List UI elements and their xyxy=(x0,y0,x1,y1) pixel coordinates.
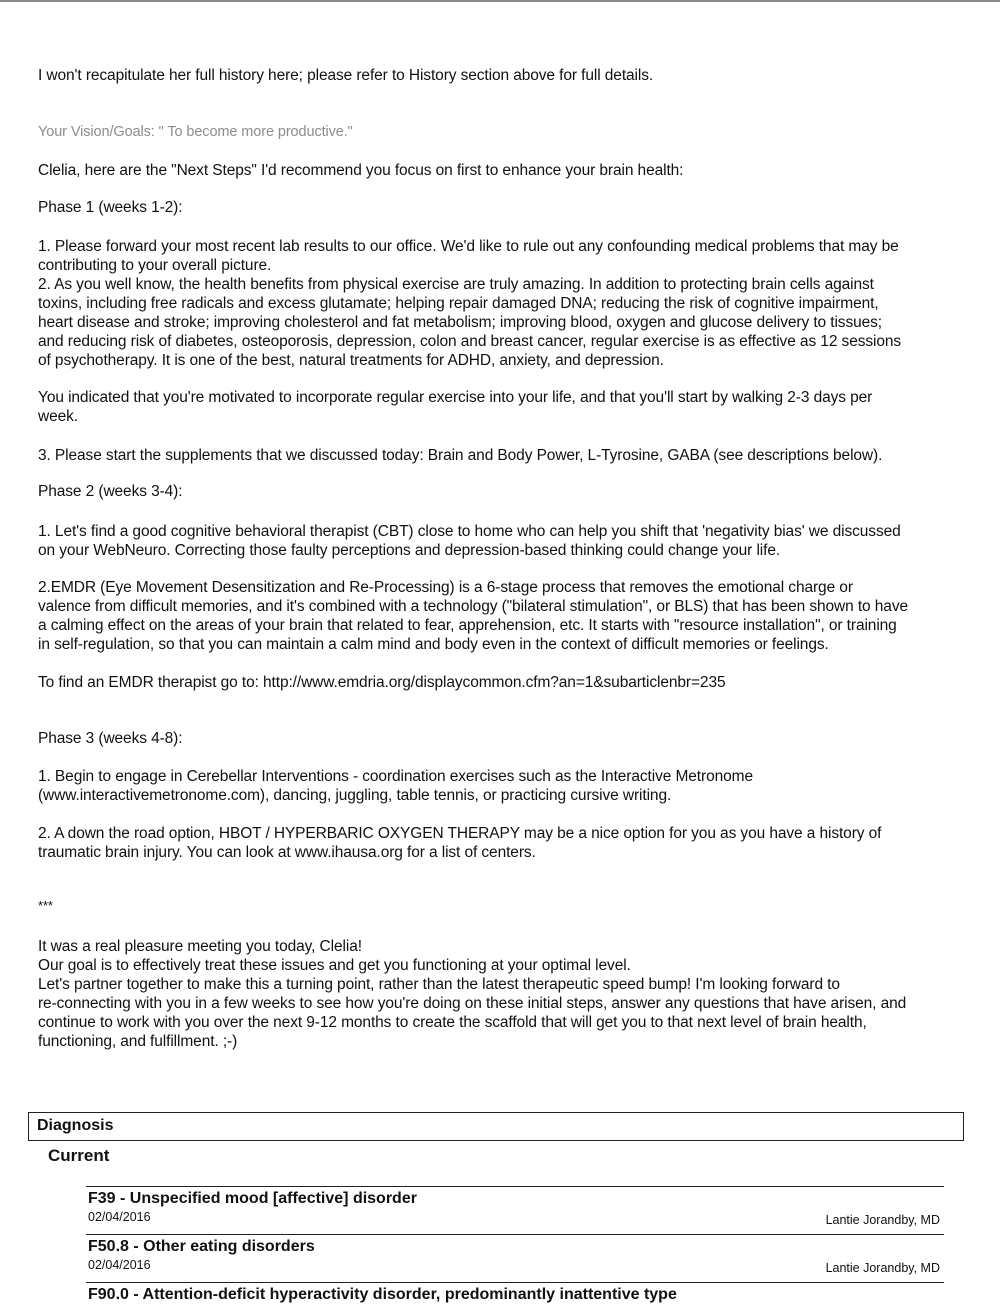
supplements-item: 3. Please start the supplements that we discussed today: Brain and Body Power, L-Tyrosine, GABA (see descriptions below). xyxy=(38,447,883,464)
diagnosis-doctor: Lantie Jorandby, MD xyxy=(825,1213,940,1227)
phase-3-heading: Phase 3 (weeks 4-8): xyxy=(38,730,183,747)
cbt-item: 1. Let's find a good cognitive behavioral therapist (CBT) close to home who can help you shift that 'negativity bias' we discussed on your WebNeuro. Correcting those faulty perceptions and depression-based thinking could change your life. xyxy=(38,523,901,559)
diagnosis-date: 02/04/2016 xyxy=(88,1210,151,1224)
phase-1-items: 1. Please forward your most recent lab results to our office. We'd like to rule out any confounding medical problems that may be contributing to your overall picture. 2. As you well know, the health benefits from physical exercise are truly amazing. In addition to protecting brain cells against toxins, including free radicals and excess glutamate; helping repair damaged DNA; reducing the risk of cognitive impairment, heart disease and stroke; improving cholesterol and fat metabolism; improving blood, oxygen and glucose delivery to tissues; and reducing risk of diabetes, osteoporosis, depression, colon and breast cancer, regular exercise is as effective as 12 sessions of psychotherapy. It is one of the best, natural treatments for ADHD, anxiety, and depression. xyxy=(38,238,902,369)
emdr-item: 2.EMDR (Eye Movement Desensitization and Re-Processing) is a 6-stage process that removes the emotional charge or valence from difficult memories, and it's combined with a technology ("bilateral stimulation", or BLS) that has been shown to have a calming effect on the areas of your brain that related to fear, apprehension, etc. It starts with "resource installation", or training in self-regulation, so that you can maintain a calm mind and body even in the context of difficult memories or feelings. xyxy=(38,579,908,653)
diagnosis-header-box xyxy=(28,1112,964,1141)
diagnosis-name: F39 - Unspecified mood [affective] disorder xyxy=(88,1190,417,1207)
next-steps-intro: Clelia, here are the "Next Steps" I'd recommend you focus on first to enhance your brain health: xyxy=(38,162,684,179)
cerebellar-item: 1. Begin to engage in Cerebellar Interventions - coordination exercises such as the Interactive Metronome (www.interactivemetronome.com), dancing, juggling, table tennis, or practicing cursive writing. xyxy=(38,768,753,804)
diagnosis-date: 02/04/2016 xyxy=(88,1258,151,1272)
vision-goals: Your Vision/Goals: " To become more productive." xyxy=(38,124,353,140)
diagnosis-name: F90.0 - Attention-deficit hyperactivity disorder, predominantly inattentive type xyxy=(88,1286,677,1303)
history-note: I won't recapitulate her full history here; please refer to History section above for full details. xyxy=(38,67,654,84)
section-separator: *** xyxy=(38,898,53,913)
diagnosis-doctor: Lantie Jorandby, MD xyxy=(825,1261,940,1275)
diagnosis-entry xyxy=(86,1282,944,1313)
phase-1-heading: Phase 1 (weeks 1-2): xyxy=(38,199,183,216)
exercise-note: You indicated that you're motivated to incorporate regular exercise into your life, and that you'll start by walking 2-3 days per week. xyxy=(38,389,873,425)
current-label: Current xyxy=(48,1146,110,1165)
diagnosis-entry xyxy=(86,1234,944,1281)
phase-2-heading: Phase 2 (weeks 3-4): xyxy=(38,483,183,500)
emdr-link-text: To find an EMDR therapist go to: http://www.emdria.org/displaycommon.cfm?an=1&subarticlenbr=235 xyxy=(38,674,726,691)
diagnosis-title: Diagnosis xyxy=(37,1117,114,1134)
closing-message: It was a real pleasure meeting you today, Clelia! Our goal is to effectively treat these issues and get you functioning at your optimal level. Let's partner together to make this a turning point, rather than the latest therapeutic speed bump! I'm looking forward to re-connecting with you in a few weeks to see how you're doing on these initial steps, answer any questions that have arisen, and continue to work with you over the next 9-12 months to create the scaffold that will get you to that next level of brain health, functioning, and fulfillment. ;-) xyxy=(38,938,907,1050)
hbot-item: 2. A down the road option, HBOT / HYPERBARIC OXYGEN THERAPY may be a nice option for you as you have a history of traumatic brain injury. You can look at www.ihausa.org for a list of centers. xyxy=(38,825,882,861)
diagnosis-entry xyxy=(86,1186,944,1233)
diagnosis-name: F50.8 - Other eating disorders xyxy=(88,1238,315,1255)
